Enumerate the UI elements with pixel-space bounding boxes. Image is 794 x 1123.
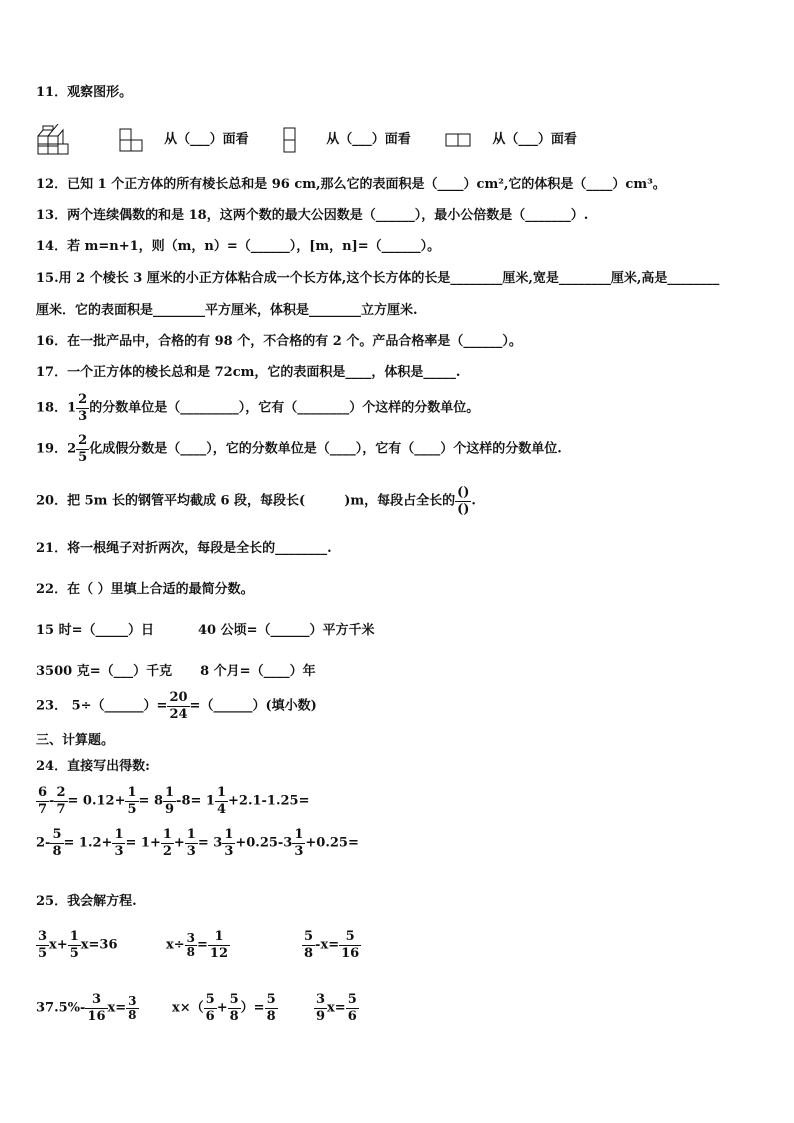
q23: 23． 5÷（______）= $\frac{20}{24}$ =（______）(填小数) xyxy=(36,690,317,722)
view-label-3: 从（___）面看 xyxy=(492,132,577,147)
fraction: $\frac{2}{3}$ xyxy=(78,392,88,424)
q11-figures xyxy=(36,124,607,156)
q18: 18．1 $\frac{2}{3}$ 的分数单位是（_________），它有（________）个这样的分数单位。 xyxy=(36,392,480,424)
q25-eq1: $\frac{3}{5}$ x+ $\frac{1}{5}$ x=36 xyxy=(38,929,118,961)
q22-title: 22．在（ ）里填上合适的最简分数。 xyxy=(36,582,254,597)
q14: 14．若 m=n+1，则（m，n）=（______），[m，n]=（______）。 xyxy=(36,239,441,254)
view-shape-1 xyxy=(119,127,145,153)
q24-row1: $\frac{6}{7}$ - $\frac{2}{7}$ = 0.12+ $\frac{1}{5}$ = 8 $\frac{1}{9}$ -8= 1 $\frac{1}{4}$ +2.1-1.25= xyxy=(38,785,310,817)
q22-row2: 3500 克=（___）千克 8 个月=（____）年 xyxy=(36,664,316,679)
q24-row2: 2- $\frac{5}{8}$ = 1.2+ $\frac{1}{3}$ = 1+ $\frac{1}{2}$ + $\frac{1}{3}$ = 3 $\frac{1}{3}$ +0.25-3 $\frac{1}{3}$ +0.25= xyxy=(36,827,359,859)
cube-stack-figure xyxy=(36,124,72,156)
view-label-1: 从（___）面看 xyxy=(164,132,249,147)
q25-eq6: $\frac{3}{9}$ x= $\frac{5}{6}$ xyxy=(316,992,357,1024)
view-label-2: 从（___）面看 xyxy=(326,132,411,147)
q17: 17．一个正方体的棱长总和是 72cm，它的表面积是____，体积是_____. xyxy=(36,365,461,380)
q25-eq5: x×（ $\frac{5}{6}$ + $\frac{5}{8}$ ）= $\frac{5}{8}$ xyxy=(172,992,276,1024)
q21: 21．将一根绳子对折两次，每段是全长的________. xyxy=(36,541,332,556)
q16: 16．在一批产品中，合格的有 98 个，不合格的有 2 个。产品合格率是（______）。 xyxy=(36,334,522,349)
q24-title: 24．直接写出得数: xyxy=(36,759,150,774)
q11-title: 11．观察图形。 xyxy=(36,85,133,100)
fraction: $\frac{20}{24}$ xyxy=(169,690,188,722)
fraction: $\frac{2}{5}$ xyxy=(78,433,88,465)
q22-row1: 15 时=（_____）日 40 公顷=（______）平方千米 xyxy=(36,623,375,638)
q12: 12．已知 1 个正方体的所有棱长总和是 96 cm,那么它的表面积是（____）cm²,它的体积是（____）cm³。 xyxy=(36,177,666,192)
q25-eq2: x÷ $\frac{3}{8}$ = $\frac{1}{12}$ xyxy=(166,929,229,961)
q13: 13．两个连续偶数的和是 18，这两个数的最大公因数是（______），最小公倍数是（_______）. xyxy=(36,208,589,223)
q15-line2: 厘米．它的表面积是________平方厘米，体积是________立方厘米. xyxy=(36,303,418,318)
q25-title: 25．我会解方程. xyxy=(36,894,137,909)
q25-eq4: 37.5%- $\frac{3}{16}$ x= $\frac{3}{8}$ xyxy=(36,992,137,1024)
view-shape-2 xyxy=(283,127,297,153)
q20: 20．把 5m 长的钢管平均截成 6 段，每段长( )m，每段占全长的 $\frac{()}{()}$ . xyxy=(36,485,476,517)
q25-eq3: $\frac{5}{8}$ -x= $\frac{5}{16}$ xyxy=(304,929,360,961)
view-shape-3 xyxy=(445,133,473,147)
q15-line1: 15.用 2 个棱长 3 厘米的小正方体粘合成一个长方体,这个长方体的长是________厘米,宽是________厘米,高是________ xyxy=(36,271,720,286)
section-3-title: 三、计算题。 xyxy=(36,733,115,748)
q19: 19．2 $\frac{2}{5}$ 化成假分数是（____），它的分数单位是（____），它有（____）个这样的分数单位. xyxy=(36,433,562,465)
fraction: $\frac{()}{()}$ xyxy=(457,485,470,517)
